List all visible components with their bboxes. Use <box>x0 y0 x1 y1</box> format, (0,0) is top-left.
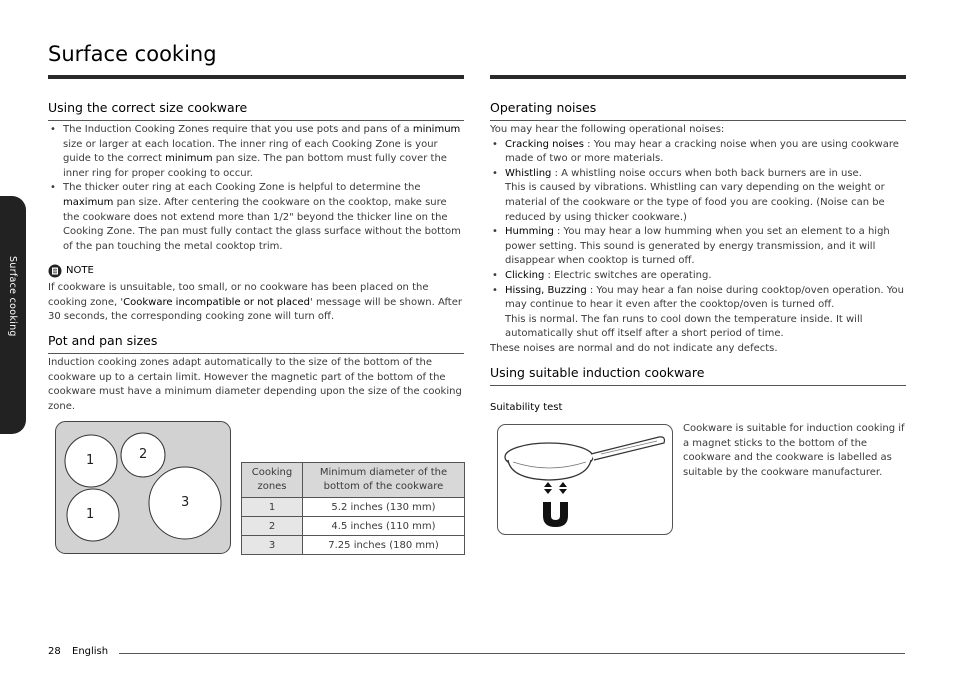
suitability-paragraph: Cookware is suitable for induction cooking if a magnet sticks to the bottom of the cookware and the cookware is labelled as suitable by the cookware manufacturer. <box>683 423 905 478</box>
section-heading-pot-pan-sizes: Pot and pan sizes <box>48 333 158 348</box>
title-rule-left <box>48 75 464 79</box>
list-item: • Clicking : Electric switches are operating. <box>490 269 906 284</box>
table-cell: 5.2 inches (130 mm) <box>303 498 465 517</box>
noises-bullet-list <box>490 138 906 342</box>
list-item: • Whistling : A whistling noise occurs when both back burners are in use. This is caused by vibrations. Whistling can vary depending on the weight or material of the cookware or the type of food you are cooking. (Noise can be reduced by using thicker cookware.) <box>490 167 906 225</box>
magnet-test-illustration <box>497 424 673 535</box>
table-header-row <box>242 463 465 498</box>
footer-language: English <box>72 646 109 657</box>
table-cell: 7.25 inches (180 mm) <box>303 536 465 555</box>
zone-label: 3 <box>181 495 190 510</box>
zone-label: 1 <box>86 453 95 468</box>
table-row <box>242 498 465 517</box>
table-row <box>242 536 465 555</box>
list-item: • Cracking noises : You may hear a cracking noise when you are using cookware made of two or more materials. <box>490 138 906 167</box>
title-rule-right <box>490 75 906 79</box>
section-heading-operating-noises: Operating noises <box>490 100 597 115</box>
section-rule <box>48 353 464 354</box>
list-item: • Hissing, Buzzing : You may hear a fan noise during cooktop/oven operation. You may continue to hear it even after the cooktop/oven is turned off. This is normal. The fan runs to cool down the temperature inside. It will automatically shut off itself after a short period of time. <box>490 284 906 342</box>
section-heading-suitable-cookware: Using suitable induction cookware <box>490 365 705 380</box>
pot-pan-paragraph: Induction cooking zones adapt automatically to the size of the bottom of the cookware up to a certain limit. However the magnetic part of the bottom of the cookware must have a minimum diameter depending upon the size of the cooking zone. <box>48 357 462 412</box>
table-cell: 3 <box>242 536 303 555</box>
operating-noises-block <box>490 123 906 357</box>
min-diameter-table <box>241 462 465 555</box>
page-number: 28 <box>48 646 61 657</box>
note-text: If cookware is unsuitable, too small, or no cookware has been placed on the cooking zone, 'Cookware incompatible or not placed' message will be shown. After 30 seconds, the corresponding cooking zone will turn off. <box>48 282 462 323</box>
note-label: NOTE <box>66 264 94 276</box>
table-header: Minimum diameter of the bottom of the cookware <box>303 463 465 498</box>
noises-outro: These noises are normal and do not indicate any defects. <box>490 342 778 354</box>
table-cell: 2 <box>242 517 303 536</box>
side-section-tab <box>0 196 26 434</box>
side-tab-label: Surface cooking <box>7 256 18 337</box>
section-rule <box>48 120 464 121</box>
zone-label: 2 <box>139 447 148 462</box>
table-cell: 1 <box>242 498 303 517</box>
zone-label: 1 <box>86 507 95 522</box>
suitability-test-subheading: Suitability test <box>490 402 563 413</box>
list-item: • Humming : You may hear a low humming when you set an element to a high power setting. This sound is generated by energy transmission, and it will disappear when cooktop is turned off. <box>490 225 906 269</box>
section-rule <box>490 385 906 386</box>
noises-intro: You may hear the following operational noises: <box>490 124 725 135</box>
list-item: • The thicker outer ring at each Cooking Zone is helpful to determine the maximum pan size. After centering the cookware on the cooktop, make sure the cookware does not extend more than 1/2" beyond the thicker line on the Cooking Zone. The pan must fully contact the glass surface without the bottom of the pan touching the metal cooktop trim. <box>48 181 462 254</box>
table-cell: 4.5 inches (110 mm) <box>303 517 465 536</box>
page-title: Surface cooking <box>48 42 217 66</box>
list-item: • The Induction Cooking Zones require that you use pots and pans of a minimum size or larger at each location. The inner ring of each Cooking Zone is your guide to the correct minimum pan size. The pan bottom must fully cover the inner ring for proper cooking to occur. <box>48 123 462 181</box>
section-rule <box>490 120 906 121</box>
table-row <box>242 517 465 536</box>
correct-size-bullet-list <box>48 123 462 254</box>
note-icon <box>48 263 62 277</box>
section-heading-correct-size: Using the correct size cookware <box>48 100 248 115</box>
cooktop-zones-diagram <box>55 421 231 554</box>
footer-rule <box>119 653 905 654</box>
note-header <box>48 263 94 277</box>
table-header: Cooking zones <box>242 463 303 498</box>
